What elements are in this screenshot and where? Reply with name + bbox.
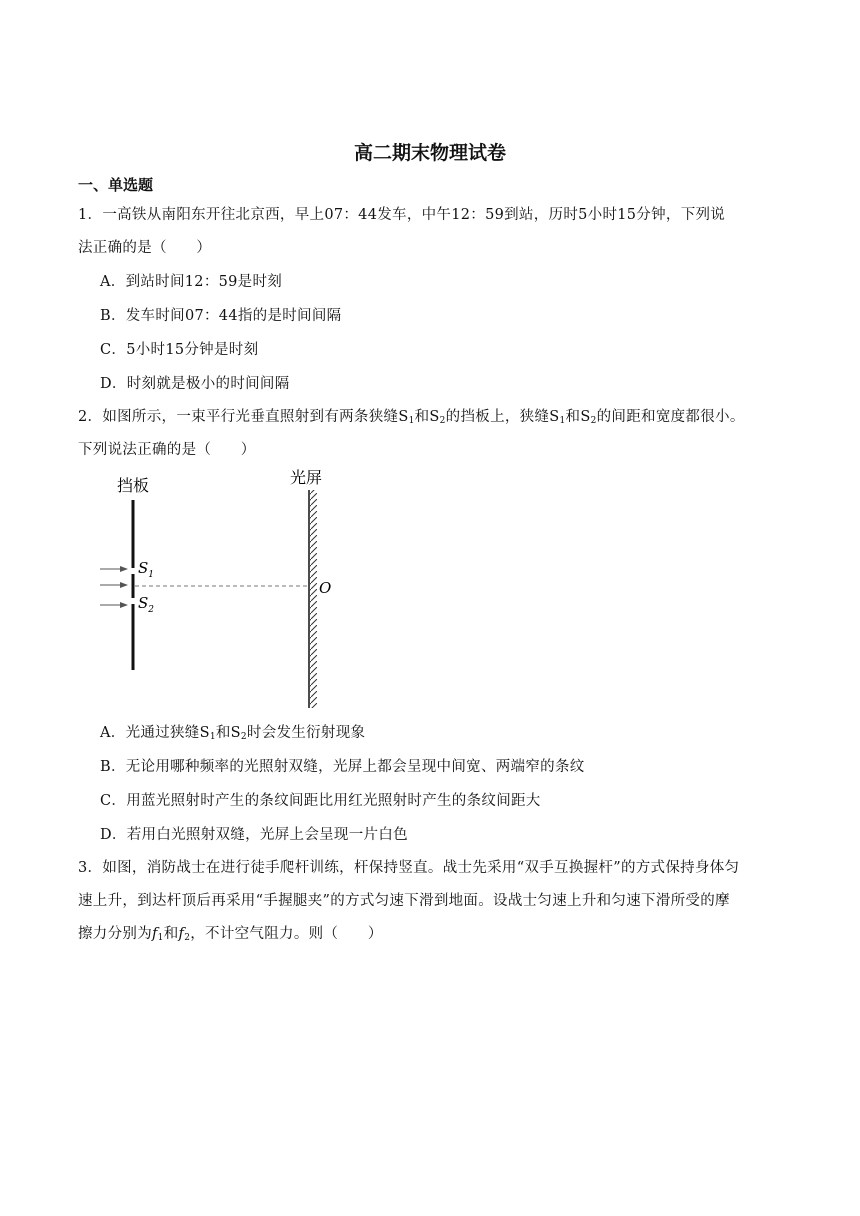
- q2-stem-part3: 的挡板上，狭缝S: [445, 409, 560, 425]
- s1-label: $S_1$: [138, 559, 155, 580]
- q2-stem-part1: 2．如图所示，一束平行光垂直照射到有两条狭缝S: [78, 409, 409, 425]
- o-label: O: [319, 579, 332, 597]
- screen-hatch: [310, 490, 317, 708]
- q3-stem-line3-part1: 擦力分别为: [78, 926, 152, 942]
- q2-option-c: C．用蓝光照射时产生的条纹间距比用红光照射时产生的条纹间距大: [100, 793, 541, 809]
- f1-symbol: f: [152, 926, 158, 942]
- q2-stem-line1: [78, 405, 745, 426]
- q2-sub-1b: 1: [559, 416, 566, 426]
- q2-stem-part5: 的间距和宽度都很小。: [596, 409, 745, 425]
- q1-option-c: C．5小时15分钟是时刻: [100, 342, 259, 358]
- q2-option-d: D．若用白光照射双缝，光屏上会呈现一片白色: [100, 827, 408, 843]
- q3-stem-line1: 3．如图，消防战士在进行徒手爬杆训练，杆保持竖直。战士先采用“双手互换握杆”的方式保持身体匀: [78, 860, 740, 876]
- screen-label: 光屏: [290, 468, 323, 487]
- f2-symbol: f: [178, 926, 185, 942]
- f1-subscript: 1: [157, 933, 164, 943]
- board-label: 挡板: [117, 476, 150, 495]
- q2-option-b: B．无论用哪种频率的光照射双缝，光屏上都会呈现中间宽、两端窄的条纹: [100, 759, 585, 775]
- q1-option-a: A．到站时间12：59是时刻: [100, 274, 283, 290]
- q1-option-b: B．发车时间07：44指的是时间间隔: [100, 308, 342, 324]
- q2-sub-1: 1: [408, 416, 415, 426]
- q3-stem-line2: 速上升，到达杆顶后再采用“手握腿夹”的方式匀速下滑到地面。设战士匀速上升和匀速下滑所受的摩: [78, 893, 730, 909]
- page-title: 高二期末物理试卷: [353, 142, 506, 164]
- q2-stem-part2: 和S: [414, 409, 440, 425]
- q2-stem-line2: 下列说法正确的是（ ）: [78, 442, 256, 458]
- q2-sub-2b: 2: [590, 416, 597, 426]
- q2-option-a-part3: 时会发生衍射现象: [246, 725, 366, 741]
- q2-stem-part4: 和S: [565, 409, 591, 425]
- q2-option-a-sub2: 2: [240, 732, 247, 742]
- q2-sub-2: 2: [439, 416, 446, 426]
- f2-subscript: 2: [184, 933, 191, 943]
- section-heading: 一、单选题: [78, 176, 154, 194]
- q1-stem-line1: 1．一高铁从南阳东开往北京西，早上07：44发车，中午12：59到站，历时5小时15分钟，下列说: [78, 207, 726, 223]
- q2-option-a-part1: A．光通过狭缝S: [100, 725, 210, 741]
- q2-option-a-part2: 和S: [215, 725, 241, 741]
- q1-option-d: D．时刻就是极小的时间间隔: [100, 376, 290, 392]
- q2-option-a-sub1: 1: [209, 732, 216, 742]
- q2-option-a: [100, 721, 365, 742]
- q3-stem-line3-part3: ，不计空气阻力。则（ ）: [190, 926, 383, 942]
- q1-stem-line2: 法正确的是（ ）: [78, 240, 212, 256]
- q3-stem-line3: [78, 922, 383, 943]
- q3-stem-line3-part2: 和: [163, 926, 179, 942]
- double-slit-diagram: [95, 463, 355, 713]
- s2-label: $S_2$: [138, 594, 155, 615]
- arrow-heads: [120, 566, 128, 608]
